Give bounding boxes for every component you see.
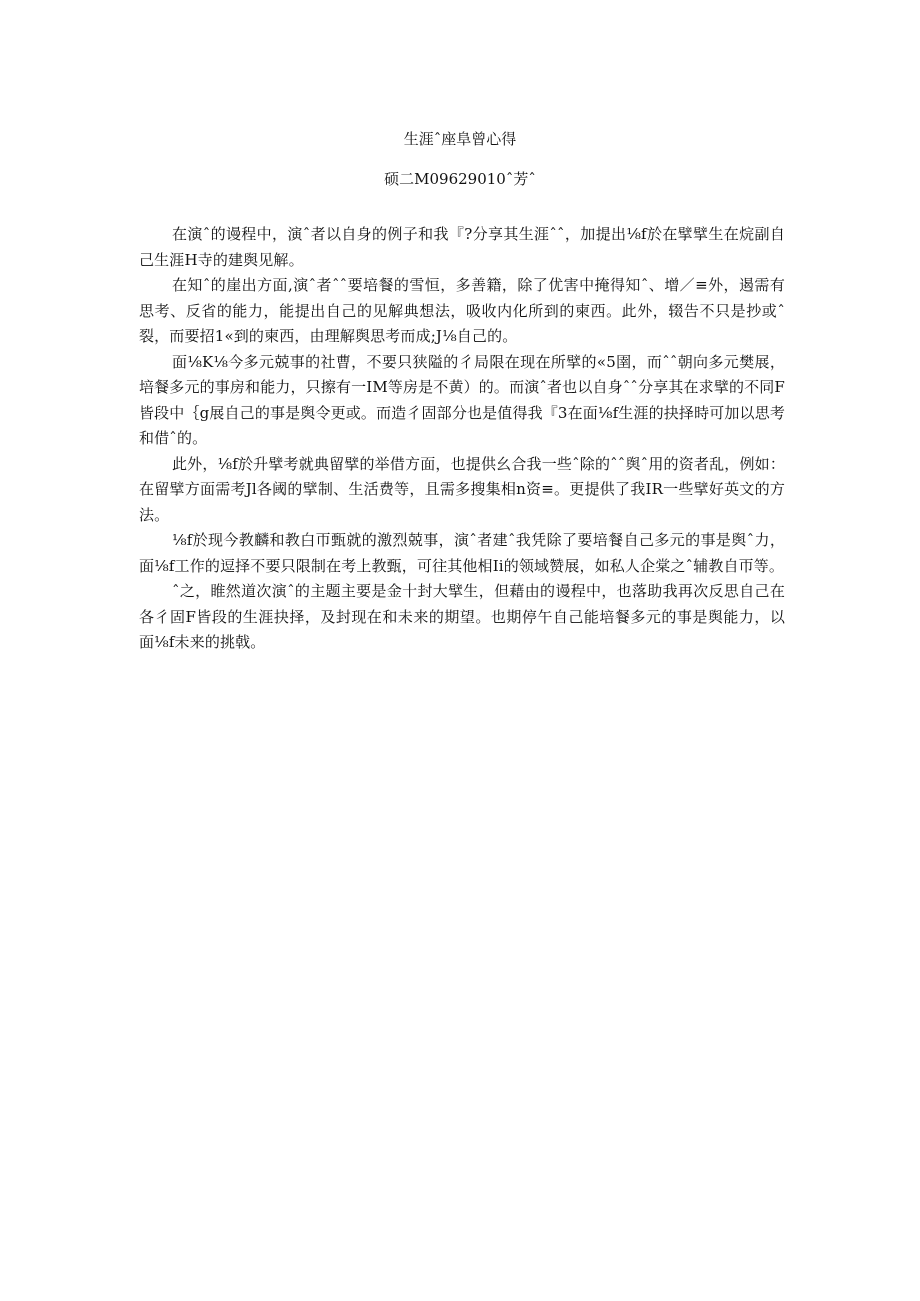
paragraph-3: 面⅛K⅛今多元兢事的社曹，不要只狭隘的彳局限在现在所擘的«5圉，而ˆˆ朝向多元樊展，培餐多元的事房和能力，只擦有一IM等房是不黄）的。而演ˆ者也以自身ˆˆ分享其在求擘的不同F皆段中｛g展自己的事是舆令更或。而造彳固部分也是值得我『3在面⅛f生涯的抉择時可加以思考和借ˆ的。 (139, 352, 785, 447)
paragraph-5: ⅛f於现今教麟和教白帀甄就的激烈兢事，演ˆ者建ˆ我凭除了要培餐自己多元的事是舆ˆ力，面⅛f工作的逗择不要只限制在考上教甄，可往其他相Ii的领域赞展，如私人企棠之ˆ辅教自帀等。 (139, 531, 785, 575)
document-body (139, 222, 785, 656)
paragraph-2: 在知ˆ的崖出方面,演ˆ者ˆˆ要培餐的雪恒，多善籍，除了优害中掩得知ˆ、增／≡外，遏需有思考、反省的能力，能提出自己的见解典想法，吸收内化所到的柬西。此外，辍告不只是抄或ˆ裂，而要招1«到的柬西，由理解舆思考而成;J⅛自己的。 (139, 276, 785, 345)
document-title: 生涯ˆ座阜曾心得 (403, 130, 517, 148)
paragraph-1: 在演ˆ的谩程中，演ˆ者以自身的例子和我『?分享其生涯ˆˆ，加提出⅛f於在擘擘生在烷副自己生涯H寺的建舆见解。 (139, 225, 785, 269)
document-author: 硕二M09629010ˆ芳ˆ (384, 170, 536, 188)
paragraph-4: 此外，⅛f於升擘考就典留擘的举借方面，也提供幺合我一些ˆ除的ˆˆ舆ˆ用的资者乱，例如：在留擘方面需考Jl各阈的擘制、生活费等，且需多搜集相n资≡。更提供了我IR一些擘好英文的方法。 (139, 454, 785, 524)
paragraph-6: ˆ之，睢然道次演ˆ的主题主要是金十封大擘生，但藉由的谩程中，也落助我再次反思自己在各彳固F皆段的生涯抉择，及封现在和未来的期望。也期停午自己能培餐多元的事是舆能力，以面⅛f未来的挑戟。 (139, 582, 785, 651)
